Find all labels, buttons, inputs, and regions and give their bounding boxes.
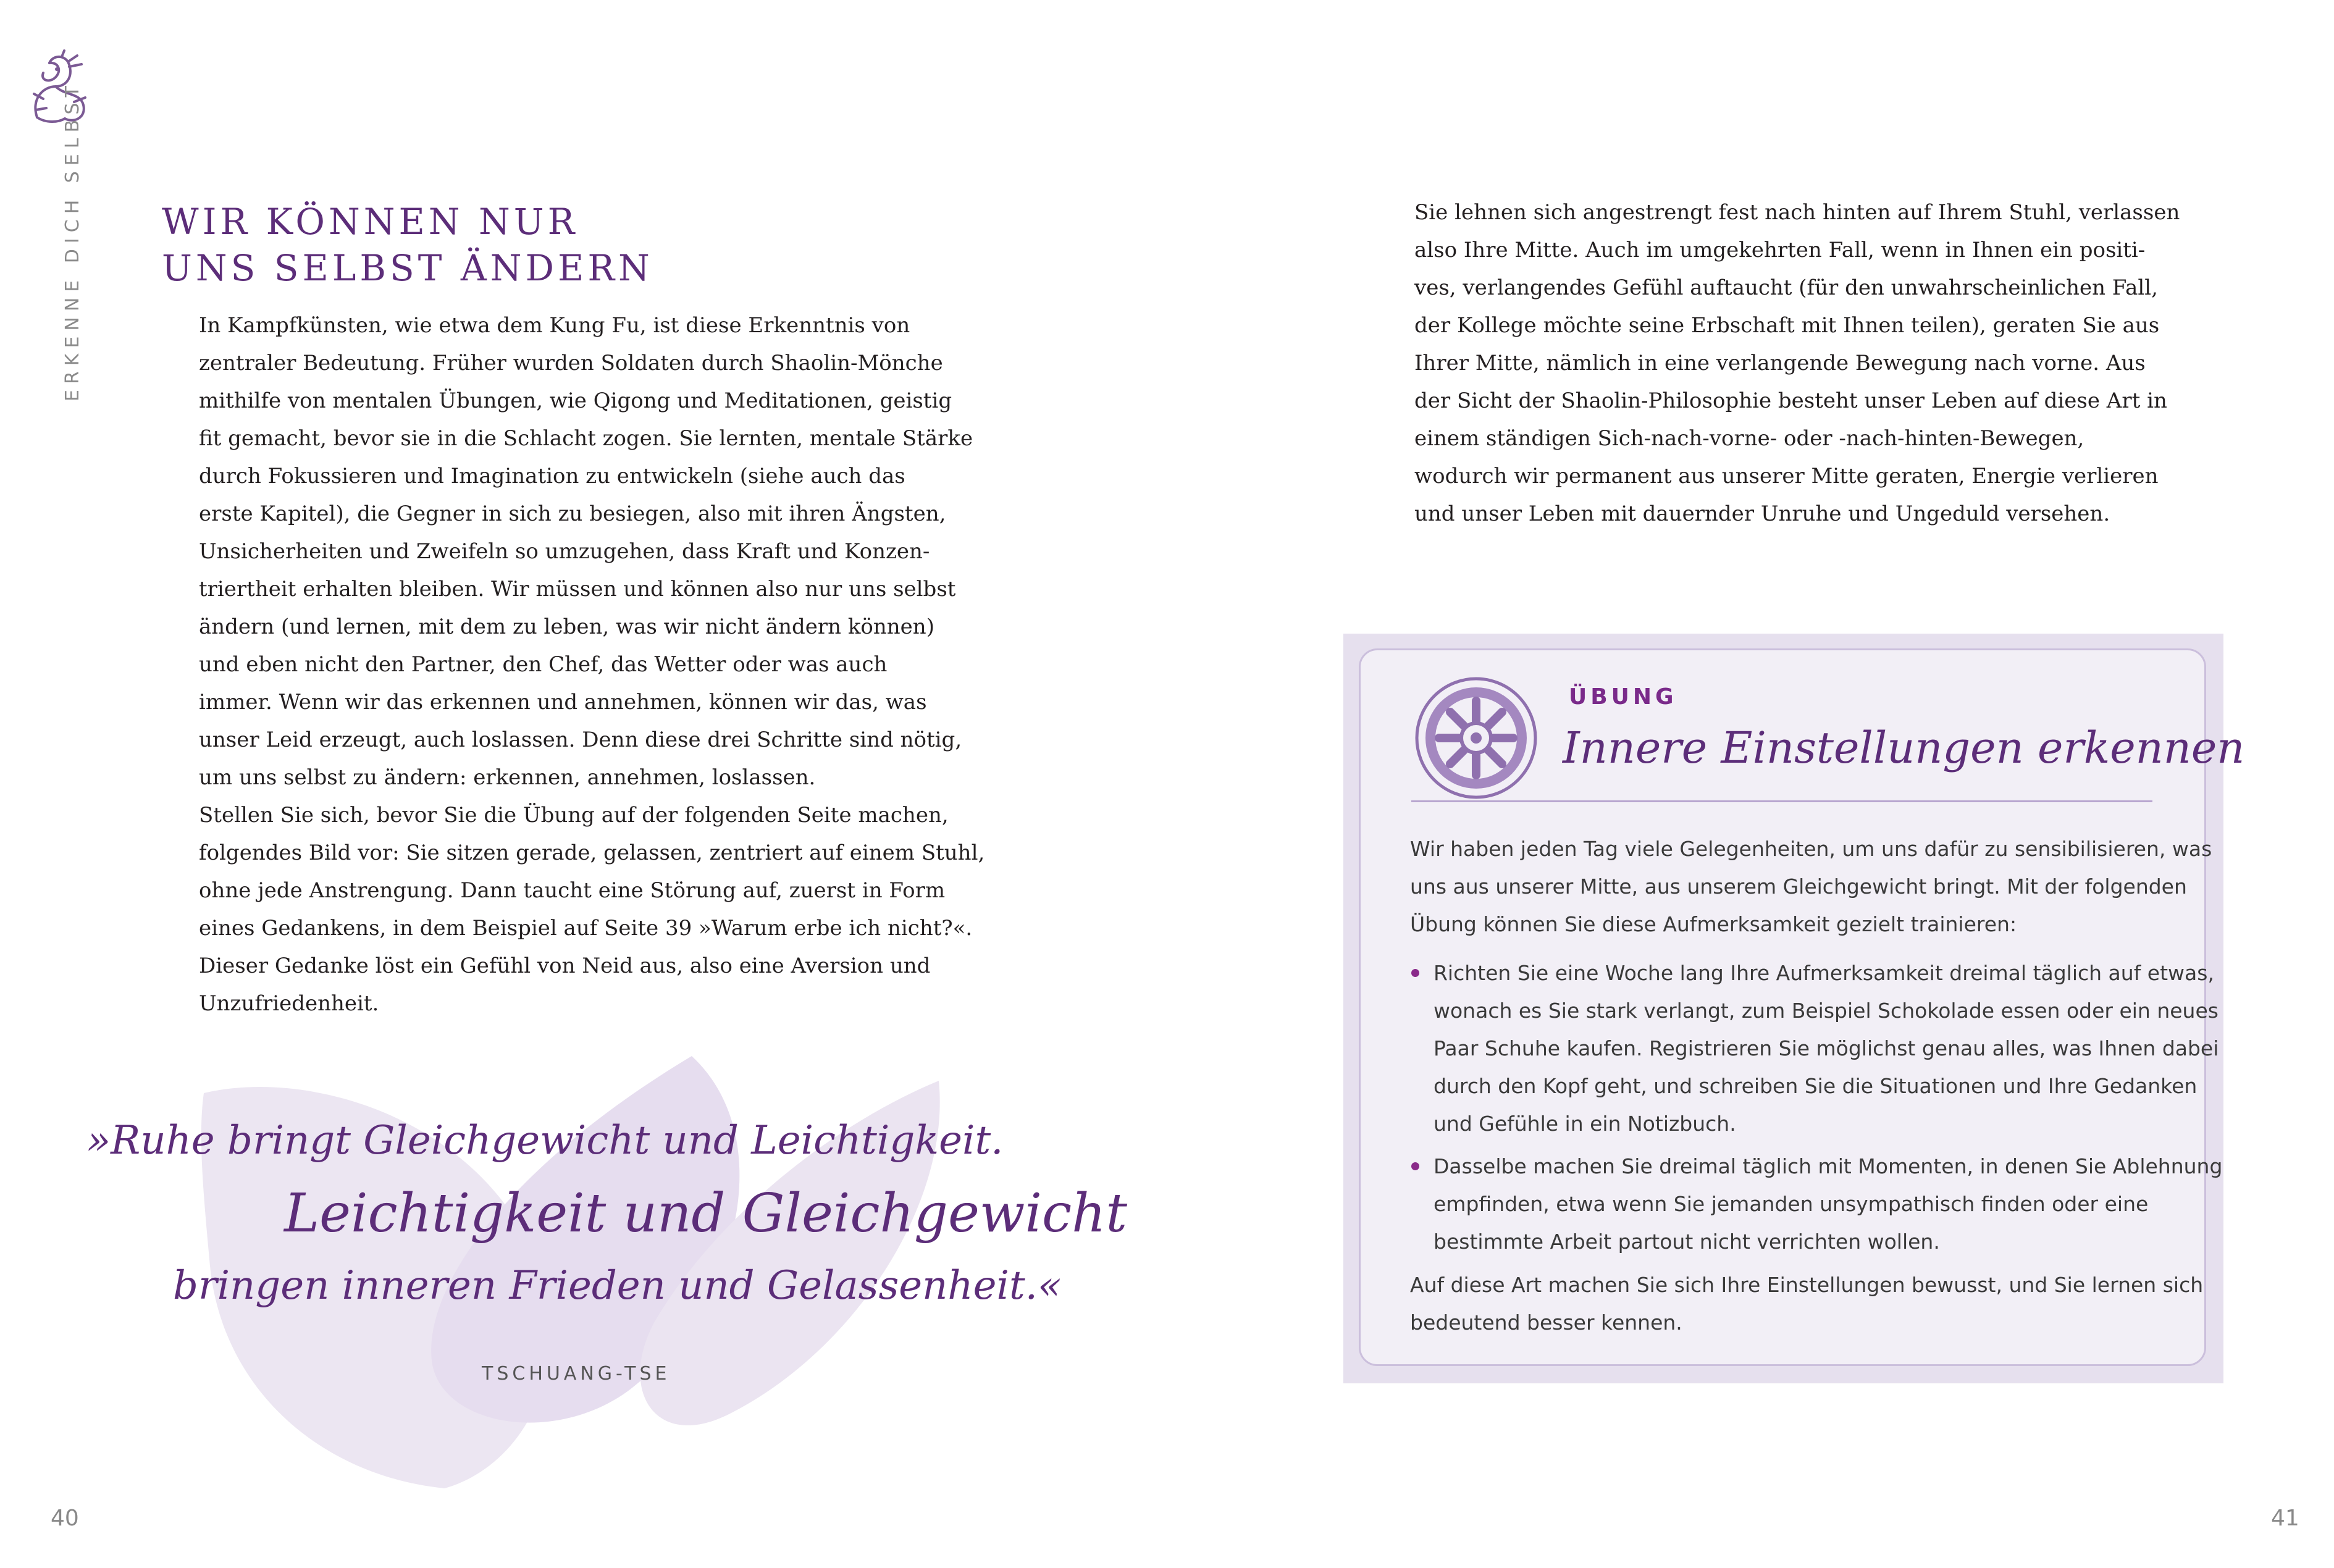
text-line: immer. Wenn wir das erkennen und annehmen, können wir das, was bbox=[199, 690, 927, 715]
text-line: folgendes Bild vor: Sie sitzen gerade, gelassen, zentriert auf einem Stuhl, bbox=[199, 841, 985, 865]
text-line: wonach es Sie stark verlangt, zum Beispiel Schokolade essen oder ein neues bbox=[1434, 999, 2219, 1023]
text-line: durch Fokussieren und Imagination zu entwickeln (siehe auch das bbox=[199, 464, 905, 488]
text-line: unser Leid erzeugt, auch loslassen. Denn diese drei Schritte sind nötig, bbox=[199, 727, 962, 752]
quote-line: bringen inneren Frieden und Gelassenheit.« bbox=[173, 1263, 1062, 1309]
page-number: 40 bbox=[51, 1506, 79, 1531]
page-number: 41 bbox=[2271, 1506, 2299, 1531]
text-line: und unser Leben mit dauernder Unruhe und Ungeduld versehen. bbox=[1414, 501, 2110, 526]
text-line: der Kollege möchte seine Erbschaft mit Ihnen teilen), geraten Sie aus bbox=[1414, 313, 2160, 338]
text-line: erste Kapitel), die Gegner in sich zu besiegen, also mit ihren Ängsten, bbox=[199, 501, 946, 526]
dharma-wheel-icon bbox=[1414, 676, 1538, 800]
text-line: Übung können Sie diese Aufmerksamkeit gezielt trainieren: bbox=[1410, 912, 2017, 936]
text-line: Unzufriedenheit. bbox=[199, 991, 379, 1016]
section-heading bbox=[162, 199, 965, 291]
text-line: zentraler Bedeutung. Früher wurden Soldaten durch Shaolin-Mönche bbox=[199, 351, 943, 375]
text-line: und eben nicht den Partner, den Chef, das Wetter oder was auch bbox=[199, 652, 888, 677]
text-line: eines Gedankens, in dem Beispiel auf Seite 39 »Warum erbe ich nicht?«. bbox=[199, 916, 973, 941]
text-line: Ihrer Mitte, nämlich in eine verlangende Bewegung nach vorne. Aus bbox=[1414, 351, 2146, 375]
list-item bbox=[1410, 1147, 2223, 1260]
quote-line: »Ruhe bringt Gleichgewicht und Leichtigkeit. bbox=[86, 1118, 1004, 1163]
divider bbox=[1411, 800, 2152, 802]
left-body-text bbox=[199, 307, 985, 1023]
heading-line: UNS SELBST ÄNDERN bbox=[162, 247, 653, 289]
text-line: der Sicht der Shaolin-Philosophie besteht unser Leben auf diese Art in bbox=[1414, 388, 2167, 413]
exercise-outro bbox=[1410, 1266, 2204, 1341]
quote-line: Leichtigkeit und Gleichgewicht bbox=[284, 1183, 1128, 1244]
text-line: Richten Sie eine Woche lang Ihre Aufmerksamkeit dreimal täglich auf etwas, bbox=[1434, 961, 2214, 985]
text-line: Stellen Sie sich, bevor Sie die Übung auf der folgenden Seite machen, bbox=[199, 803, 949, 828]
list-item bbox=[1410, 954, 2219, 1142]
exercise-intro bbox=[1410, 830, 2212, 943]
text-line: und Gefühle in ein Notizbuch. bbox=[1434, 1112, 1736, 1136]
running-head: ERKENNE DICH SELBST bbox=[62, 80, 83, 401]
bullet-icon bbox=[1411, 969, 1419, 977]
text-line: empfinden, etwa wenn Sie jemanden unsympathisch finden oder eine bbox=[1434, 1192, 2149, 1216]
text-line: uns aus unserer Mitte, aus unserem Gleichgewicht bringt. Mit der folgenden bbox=[1410, 874, 2187, 899]
text-line: bestimmte Arbeit partout nicht verrichten wollen. bbox=[1434, 1230, 1940, 1254]
text-line: In Kampfkünsten, wie etwa dem Kung Fu, ist diese Erkenntnis von bbox=[199, 313, 910, 338]
text-line: fit gemacht, bevor sie in die Schlacht zogen. Sie lernten, mentale Stärke bbox=[199, 426, 973, 451]
text-line: Dieser Gedanke löst ein Gefühl von Neid aus, also eine Aversion und bbox=[199, 954, 931, 978]
text-line: Paar Schuhe kaufen. Registrieren Sie möglichst genau alles, was Ihnen dabei bbox=[1434, 1036, 2219, 1060]
text-line: Dasselbe machen Sie dreimal täglich mit Momenten, in denen Sie Ablehnung bbox=[1434, 1154, 2223, 1178]
text-line: Sie lehnen sich angestrengt fest nach hinten auf Ihrem Stuhl, verlassen bbox=[1414, 200, 2180, 225]
right-body-text bbox=[1414, 194, 2180, 533]
text-line: Wir haben jeden Tag viele Gelegenheiten, um uns dafür zu sensibilisieren, was bbox=[1410, 837, 2212, 861]
quote-author: TSCHUANG-TSE bbox=[482, 1363, 671, 1385]
heading-line: WIR KÖNNEN NUR bbox=[162, 201, 579, 243]
text-line: ohne jede Anstrengung. Dann taucht eine Störung auf, zuerst in Form bbox=[199, 878, 946, 903]
text-line: um uns selbst zu ändern: erkennen, annehmen, loslassen. bbox=[199, 765, 816, 790]
exercise-title: Innere Einstellungen erkennen bbox=[1563, 723, 2245, 773]
bullet-icon bbox=[1411, 1162, 1419, 1170]
text-line: triertheit erhalten bleiben. Wir müssen und können also nur uns selbst bbox=[199, 577, 956, 602]
text-line: Unsicherheiten und Zweifeln so umzugehen, dass Kraft und Konzen- bbox=[199, 539, 930, 564]
text-line: ändern (und lernen, mit dem zu leben, was wir nicht ändern können) bbox=[199, 614, 934, 639]
text-line: einem ständigen Sich-nach-vorne- oder -nach-hinten-Bewegen, bbox=[1414, 426, 2084, 451]
text-line: ves, verlangendes Gefühl auftaucht (für den unwahrscheinlichen Fall, bbox=[1414, 275, 2158, 300]
text-line: also Ihre Mitte. Auch im umgekehrten Fall, wenn in Ihnen ein positi- bbox=[1414, 238, 2146, 262]
text-line: durch den Kopf geht, und schreiben Sie die Situationen und Ihre Gedanken bbox=[1434, 1074, 2198, 1098]
text-line: mithilfe von mentalen Übungen, wie Qigong und Meditationen, geistig bbox=[199, 388, 952, 413]
text-line: Auf diese Art machen Sie sich Ihre Einstellungen bewusst, und Sie lernen sich bbox=[1410, 1273, 2204, 1297]
exercise-label: ÜBUNG bbox=[1569, 684, 1677, 710]
text-line: wodurch wir permanent aus unserer Mitte geraten, Energie verlieren bbox=[1414, 464, 2159, 488]
text-line: bedeutend besser kennen. bbox=[1410, 1310, 1682, 1335]
